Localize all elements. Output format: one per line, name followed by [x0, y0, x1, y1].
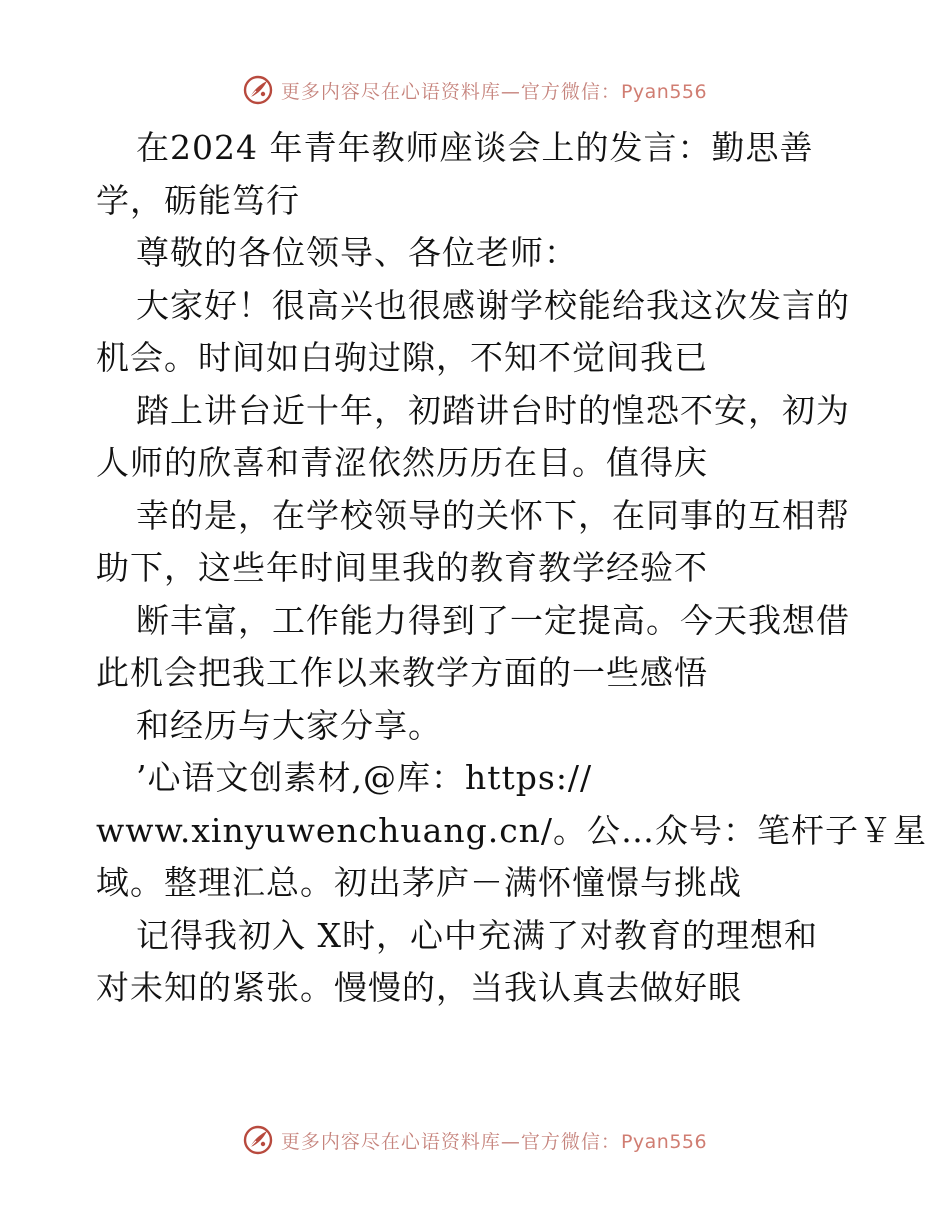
doc-paragraph-line: 大家好！很高兴也很感谢学校能给我这次发言的: [136, 285, 850, 325]
doc-section-heading: 域。整理汇总。初出茅庐－满怀憧憬与挑战: [96, 863, 742, 902]
watermark-slogan: 更多内容尽在心语资料库: [280, 1130, 501, 1153]
doc-source-note-line: ’心语文创素材,@库：https://: [136, 758, 593, 797]
watermark-banner-top: [0, 70, 950, 110]
doc-paragraph-line: 此机会把我工作以来教学方面的一些感悟: [96, 653, 708, 692]
watermark-text: [281, 77, 707, 104]
doc-paragraph-line: 和经历与大家分享。: [136, 705, 442, 745]
watermark-separator: —: [500, 80, 521, 103]
watermark-text: [281, 1127, 707, 1154]
doc-paragraph-line: 对未知的紧张。慢慢的，当我认真去做好眼: [96, 968, 742, 1007]
doc-title-line-1: 在2024 年青年教师座谈会上的发言：勤思善: [136, 128, 814, 167]
watermark-wechat-id: Pyan556: [620, 1130, 708, 1153]
doc-salutation: 尊敬的各位领导、各位老师：: [136, 233, 578, 272]
doc-paragraph-line: 幸的是，在学校领导的关怀下，在同事的互相帮: [136, 495, 850, 535]
feather-pen-logo-icon: [243, 75, 273, 105]
watermark-slogan: 更多内容尽在心语资料库: [280, 80, 501, 103]
doc-paragraph-line: 踏上讲台近十年，初踏讲台时的惶恐不安，初为: [136, 390, 850, 430]
doc-paragraph-line: 机会。时间如白驹过隙，不知不觉间我已: [96, 338, 708, 377]
document-body: [96, 122, 928, 1015]
doc-paragraph-line: 记得我初入 X时，心中充满了对教育的理想和: [136, 915, 818, 955]
watermark-separator: —: [500, 1130, 521, 1153]
doc-title-line-2: 学，砺能笃行: [96, 180, 300, 220]
feather-pen-logo-icon: [243, 1125, 273, 1155]
watermark-official-label: 官方微信：: [520, 1130, 621, 1153]
watermark-wechat-id: Pyan556: [620, 80, 708, 103]
doc-paragraph-line: 人师的欣喜和青涩依然历历在目。值得庆: [96, 443, 708, 482]
watermark-banner-bottom: [0, 1120, 950, 1160]
doc-paragraph-line: 助下，这些年时间里我的教育教学经验不: [96, 548, 708, 587]
doc-paragraph-line: 断丰富，工作能力得到了一定提高。今天我想借: [136, 600, 850, 640]
watermark-official-label: 官方微信：: [520, 80, 621, 103]
doc-source-note-line: www.xinyuwenchuang.cn/。公…众号：笔杆子￥星: [96, 810, 928, 850]
